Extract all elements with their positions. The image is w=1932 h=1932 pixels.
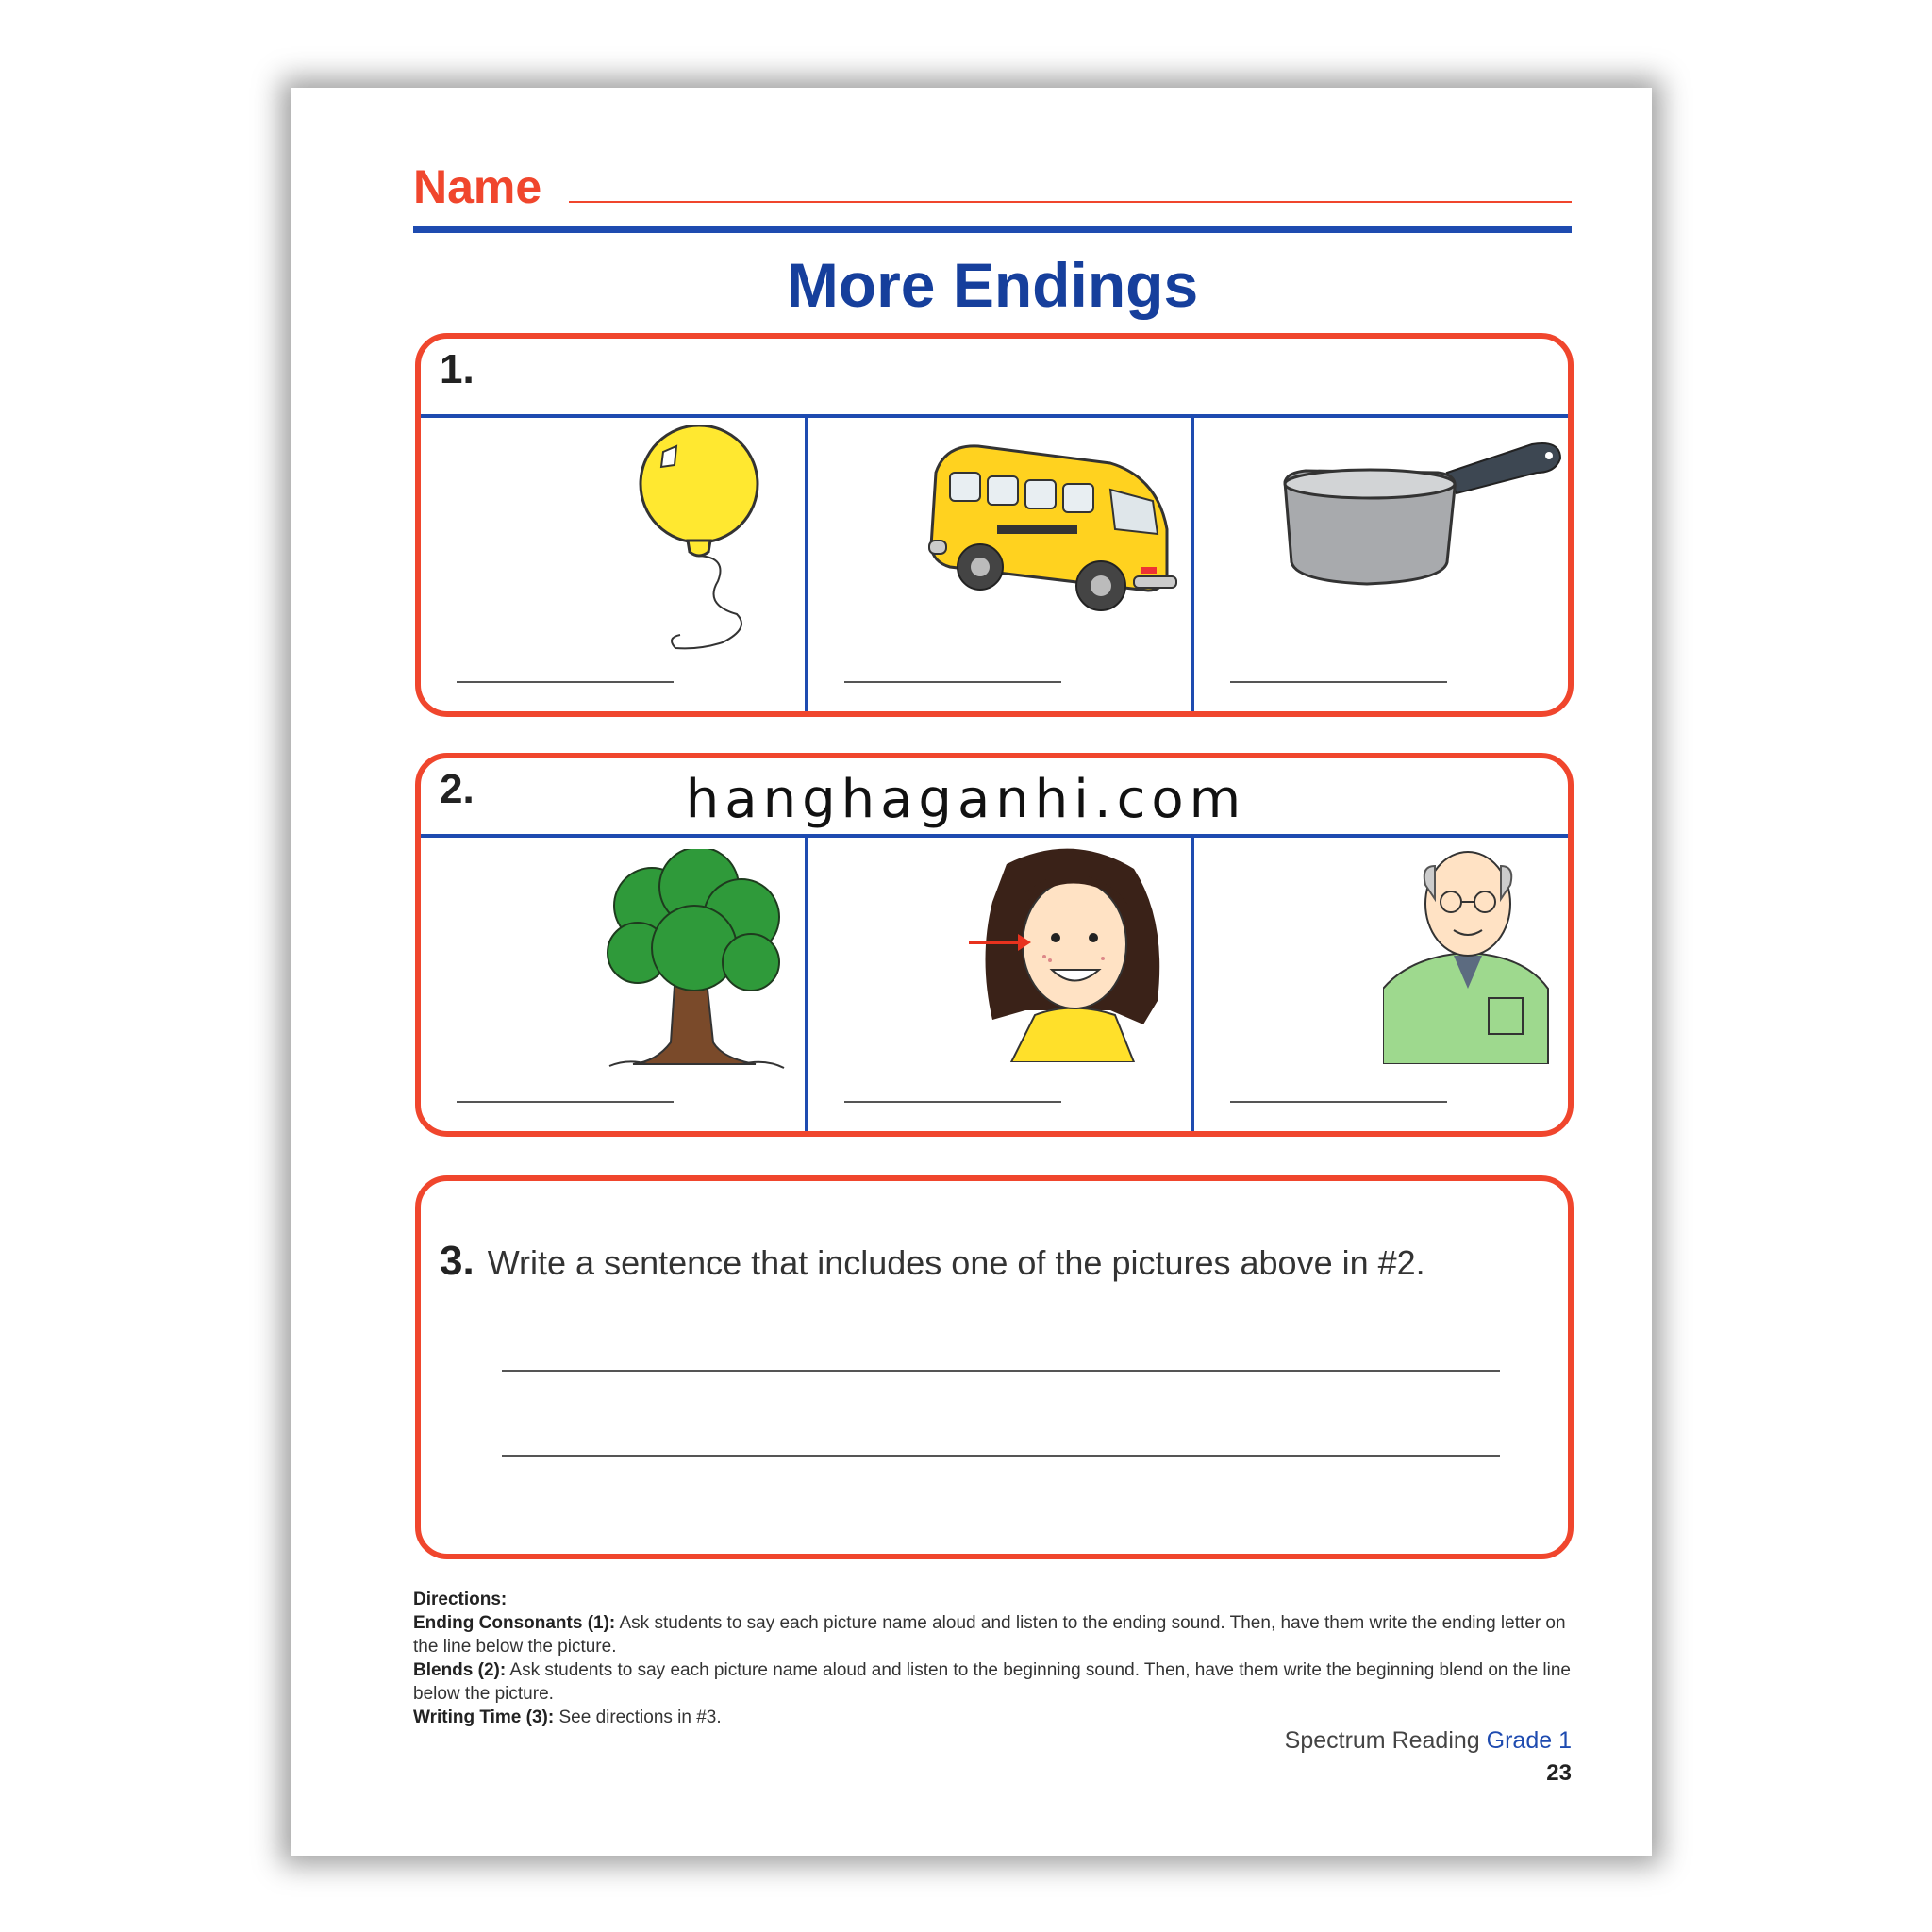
writing-prompt: [440, 1238, 1425, 1285]
exercise-number-2: 2.: [440, 766, 475, 812]
series-name: Spectrum Reading: [1284, 1727, 1480, 1754]
exercise-box-3: [415, 1175, 1574, 1559]
bus-icon: [922, 435, 1181, 624]
directions-heading: Directions:: [413, 1590, 508, 1609]
picture-cell: [421, 418, 803, 711]
direction-label: Writing Time (3):: [413, 1707, 555, 1727]
footer-series: [1285, 1727, 1572, 1755]
grandpa-icon: [1383, 847, 1553, 1064]
sentence-line[interactable]: [502, 1455, 1500, 1457]
header-divider: [413, 226, 1572, 233]
teacher-directions: [413, 1588, 1572, 1729]
picture-cell: [1191, 838, 1574, 1131]
prompt-text: Write a sentence that includes one of the pictures above in #2.: [487, 1243, 1425, 1282]
direction-text: See directions in #3.: [558, 1707, 722, 1727]
answer-line[interactable]: [844, 1101, 1061, 1103]
name-write-line[interactable]: [569, 201, 1572, 203]
picture-cell: [1191, 418, 1574, 711]
picture-cell: [805, 418, 1191, 711]
picture-row-2: [421, 838, 1568, 1131]
balloon-icon: [633, 425, 765, 671]
girl-face-icon: [969, 845, 1176, 1062]
tree-icon: [600, 849, 789, 1085]
direction-text: Ask students to say each picture name aloud and listen to the beginning sound. Then, have them write the beginning blend on the line below the picture.: [413, 1660, 1571, 1704]
direction-label: Ending Consonants (1):: [413, 1613, 616, 1633]
name-row: [413, 158, 1572, 215]
exercise-number-1: 1.: [440, 346, 475, 392]
worksheet-page: [291, 88, 1652, 1856]
answer-line[interactable]: [844, 681, 1061, 683]
page-title: More Endings: [786, 250, 1199, 320]
picture-row-1: [421, 418, 1568, 711]
answer-line[interactable]: [457, 681, 674, 683]
direction-label: Blends (2):: [413, 1660, 507, 1680]
sentence-line[interactable]: [502, 1370, 1500, 1372]
exercise-box-1: [415, 333, 1574, 717]
grade-label: Grade 1: [1486, 1727, 1572, 1754]
page-number: 23: [1546, 1760, 1572, 1786]
picture-cell: [421, 838, 803, 1131]
answer-line[interactable]: [457, 1101, 674, 1103]
picture-cell: [805, 838, 1191, 1131]
direction-text: Ask students to say each picture name aloud and listen to the ending sound. Then, have them write the ending letter on the line below the picture.: [413, 1613, 1566, 1657]
name-label: Name: [413, 160, 542, 213]
watermark: hanghaganhi.com: [685, 769, 1247, 830]
exercise-number-3: 3.: [440, 1238, 475, 1284]
pot-icon: [1277, 435, 1570, 591]
exercise-header-1: [421, 339, 1568, 418]
answer-line[interactable]: [1230, 1101, 1447, 1103]
answer-line[interactable]: [1230, 681, 1447, 683]
